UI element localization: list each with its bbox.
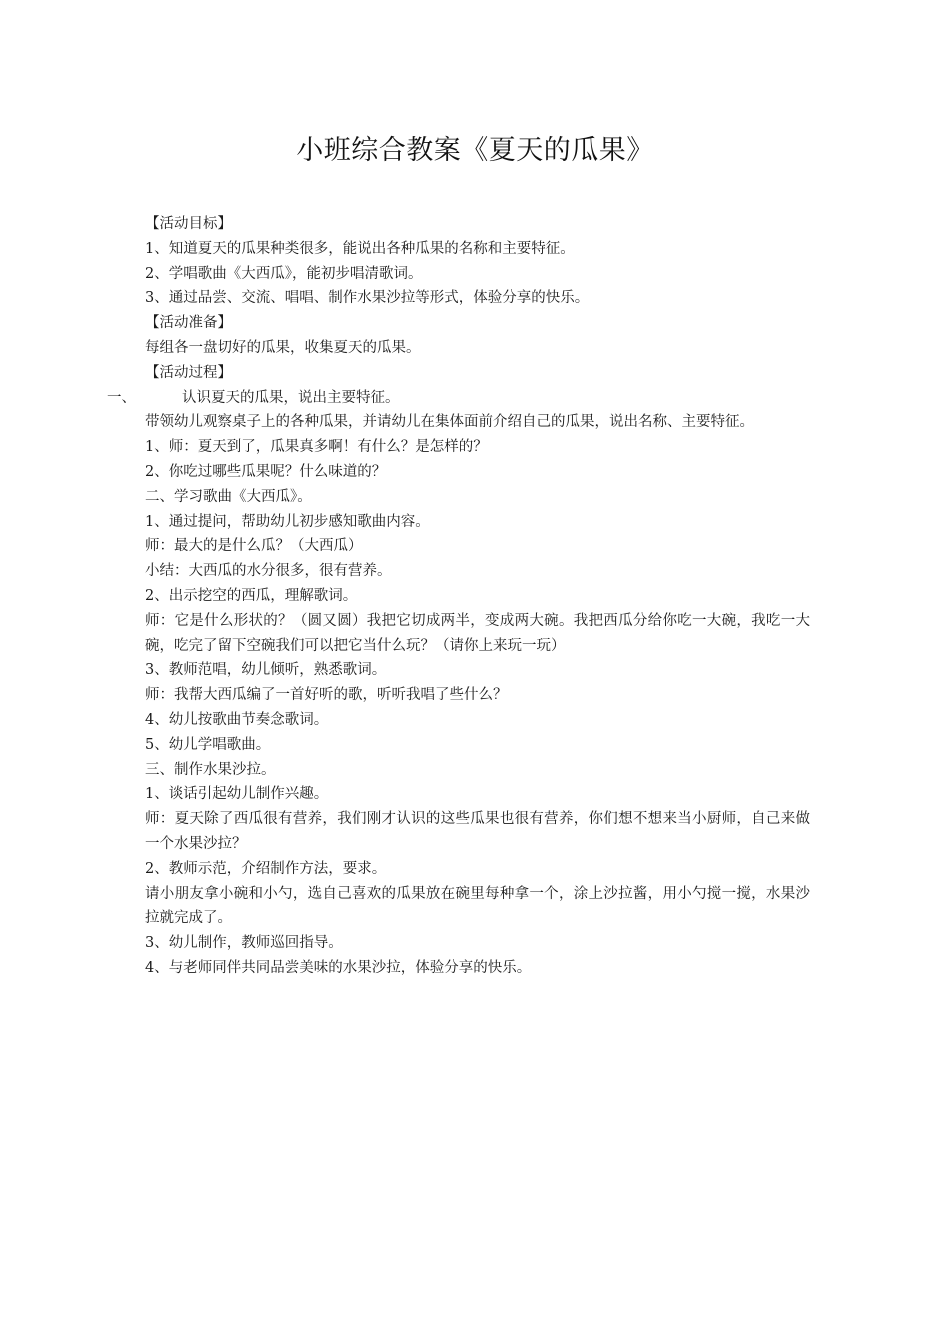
paragraph: 【活动目标】 (145, 216, 232, 232)
paragraph: 2、学唱歌曲《大西瓜》，能初步唱清歌词。 (145, 265, 423, 282)
paragraph: 2、教师示范，介绍制作方法，要求。 (145, 860, 387, 877)
paragraph: 1、通过提问，帮助幼儿初步感知歌曲内容。 (145, 513, 430, 530)
paragraph: 3、幼儿制作，教师巡回指导。 (145, 935, 343, 952)
paragraph: 师：最大的是什么瓜？（大西瓜） (145, 538, 363, 555)
section-number: 一、 (107, 389, 136, 406)
paragraph: 2、你吃过哪些瓜果呢？什么味道的？ (145, 463, 387, 480)
paragraph: 每组各一盘切好的瓜果，收集夏天的瓜果。 (145, 339, 421, 356)
paragraph: 师：我帮大西瓜编了一首好听的歌，听听我唱了些什么？ (145, 687, 508, 704)
paragraph: 3、教师范唱，幼儿倾听，熟悉歌词。 (145, 662, 387, 679)
paragraph: 【活动过程】 (145, 364, 232, 381)
paragraph: 【活动准备】 (145, 315, 232, 332)
paragraph: 小结：大西瓜的水分很多，很有营养。 (145, 563, 392, 580)
paragraph: 带领幼儿观察桌子上的各种瓜果，并请幼儿在集体面前介绍自己的瓜果，说出名称、主要特征。 (145, 414, 754, 431)
section-heading-1 (107, 386, 810, 411)
paragraph: 1、师：夏天到了，瓜果真多啊！有什么？是怎样的？ (145, 439, 488, 456)
paragraph: 2、出示挖空的西瓜，理解歌词。 (145, 587, 358, 604)
paragraph: 三、制作水果沙拉。 (145, 761, 276, 778)
paragraph: 3、通过品尝、交流、唱唱、制作水果沙拉等形式，体验分享的快乐。 (145, 290, 590, 307)
paragraph: 4、幼儿按歌曲节奏念歌词。 (145, 711, 329, 728)
section-heading-text: 认识夏天的瓜果，说出主要特征。 (182, 389, 400, 406)
document-body (107, 212, 810, 981)
paragraph: 师：它是什么形状的？（圆又圆）我把它切成两半，变成两大碗。我把西瓜分给你吃一大碗，我吃一大碗，吃完了留下空碗我们可以把它当什么玩？（请你上来玩一玩） (145, 612, 810, 654)
paragraph: 1、知道夏天的瓜果种类很多，能说出各种瓜果的名称和主要特征。 (145, 240, 575, 257)
paragraph: 5、幼儿学唱歌曲。 (145, 736, 271, 753)
paragraph: 师：夏天除了西瓜很有营养，我们刚才认识的这些瓜果也很有营养，你们想不想来当小厨师，自己来做一个水果沙拉？ (145, 811, 810, 852)
paragraph: 请小朋友拿小碗和小勺，选自己喜欢的瓜果放在碗里每种拿一个，涂上沙拉酱，用小勺搅一搅，水果沙拉就完成了。 (145, 885, 810, 927)
paragraph: 4、与老师同伴共同品尝美味的水果沙拉，体验分享的快乐。 (145, 959, 532, 976)
paragraph: 二、学习歌曲《大西瓜》。 (145, 488, 312, 505)
document-title: 小班综合教案《夏天的瓜果》 (296, 135, 654, 166)
paragraph: 1、谈话引起幼儿制作兴趣。 (145, 786, 329, 803)
